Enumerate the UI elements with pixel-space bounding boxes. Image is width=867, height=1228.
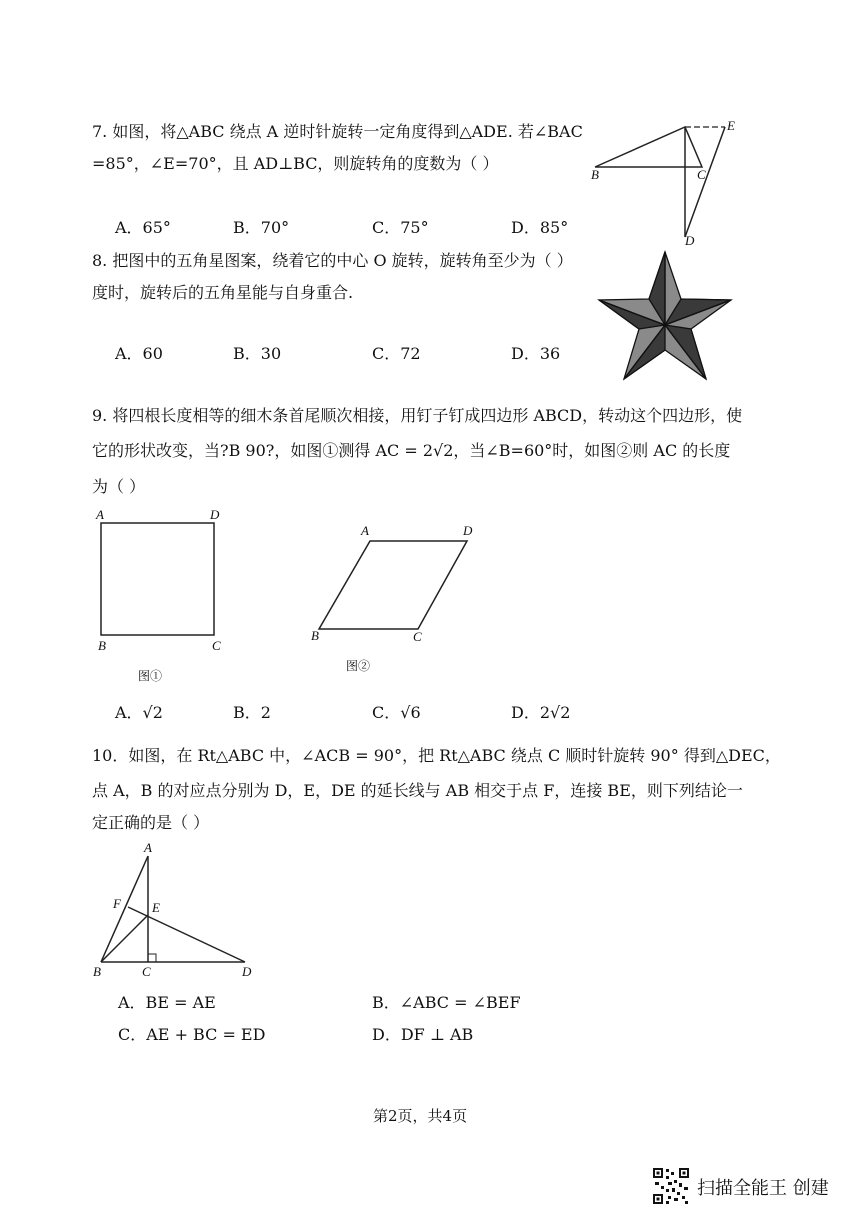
q10-label-d: D (242, 964, 252, 979)
q8-option-b: B．30 (233, 344, 282, 363)
q9-fig1-caption: 图① (138, 669, 163, 683)
q9-option-b: B．2 (233, 703, 271, 722)
q7-text-line1: 7. 如图，将△ABC 绕点 A 逆时针旋转一定角度得到△ADE. 若∠BAC (92, 122, 583, 141)
q9-fig1-label-c: C (212, 638, 221, 653)
q10-option-a: A．BE = AE (118, 993, 216, 1012)
q7-label-c: C (697, 167, 706, 182)
q9-option-d: D．2√2 (511, 703, 571, 722)
q10-label-a: A (144, 840, 152, 855)
q10-label-c: C (142, 964, 151, 979)
q7-label-b: B (591, 167, 599, 182)
q9-fig1-label-a: A (96, 507, 104, 522)
q8-text-line2: 度时，旋转后的五角星能与自身重合. (92, 283, 354, 302)
q10-text-line3: 定正确的是（ ） (92, 813, 210, 832)
q9-fig2-caption: 图② (346, 659, 371, 673)
q10-label-b: B (93, 964, 101, 979)
q7-label-e: E (727, 118, 735, 133)
q7-option-b: B．70° (233, 218, 290, 237)
q7-option-a: A．65° (115, 218, 171, 237)
q9-text-line2: 它的形状改变，当?B 90?，如图①测得 AC = 2√2，当∠B=60°时，如图②则 AC 的长度 (92, 441, 731, 460)
q9-fig2-label-a: A (361, 523, 369, 538)
q9-option-c: C．√6 (372, 703, 421, 722)
q10-option-d: D．DF ⊥ AB (372, 1025, 474, 1044)
q10-figure (88, 838, 268, 983)
q7-option-d: D．85° (511, 218, 569, 237)
q9-fig2-label-d: D (463, 523, 473, 538)
q8-text-line1: 8. 把图中的五角星图案，绕着它的中心 O 旋转，旋转角至少为（ ） (92, 251, 573, 270)
q9-figure-2-rhombus (305, 520, 485, 650)
q10-label-f: F (113, 896, 121, 911)
q7-text-line2: =85°，∠E=70°，且 AD⊥BC，则旋转角的度数为（ ） (92, 154, 499, 173)
q7-side-ed (685, 127, 725, 237)
q8-option-a: A．60 (115, 344, 163, 363)
q10-text-line1: 10．如图，在 Rt△ABC 中，∠ACB = 90°，把 Rt△ABC 绕点 C 顺时针旋转 90° 得到△DEC， (92, 746, 781, 765)
page-number-footer: 第2页，共4页 (373, 1107, 468, 1125)
q7-figure (585, 115, 750, 250)
q9-text-line1: 9. 将四根长度相等的细木条首尾顺次相接，用钉子钉成四边形 ABCD，转动这个四边形，使 (92, 406, 743, 425)
q7-label-d: D (685, 233, 695, 248)
qr-code-icon (652, 1167, 690, 1205)
q9-text-line3: 为（ ） (92, 477, 146, 496)
q7-option-c: C．75° (372, 218, 429, 237)
q8-option-d: D．36 (511, 344, 561, 363)
q10-label-e: E (152, 900, 160, 915)
q9-fig2-label-c: C (413, 629, 422, 644)
q9-option-a: A．√2 (115, 703, 163, 722)
q9-fig2-label-b: B (311, 628, 319, 643)
q10-text-line2: 点 A，B 的对应点分别为 D，E，DE 的延长线与 AB 相交于点 F，连接 BE，则下列结论一 (92, 781, 743, 800)
q9-figure-1-square (92, 505, 227, 655)
q8-option-c: C．72 (372, 344, 421, 363)
q8-star-figure (590, 250, 740, 385)
q10-option-b: B．∠ABC = ∠BEF (372, 993, 521, 1012)
q9-fig1-label-b: B (98, 638, 106, 653)
q10-option-c: C．AE + BC = ED (118, 1025, 266, 1044)
q7-triangle-abc (595, 127, 702, 167)
q9-fig1-label-d: D (210, 507, 220, 522)
scanner-watermark-text: 扫描全能王 创建 (697, 1178, 829, 1199)
